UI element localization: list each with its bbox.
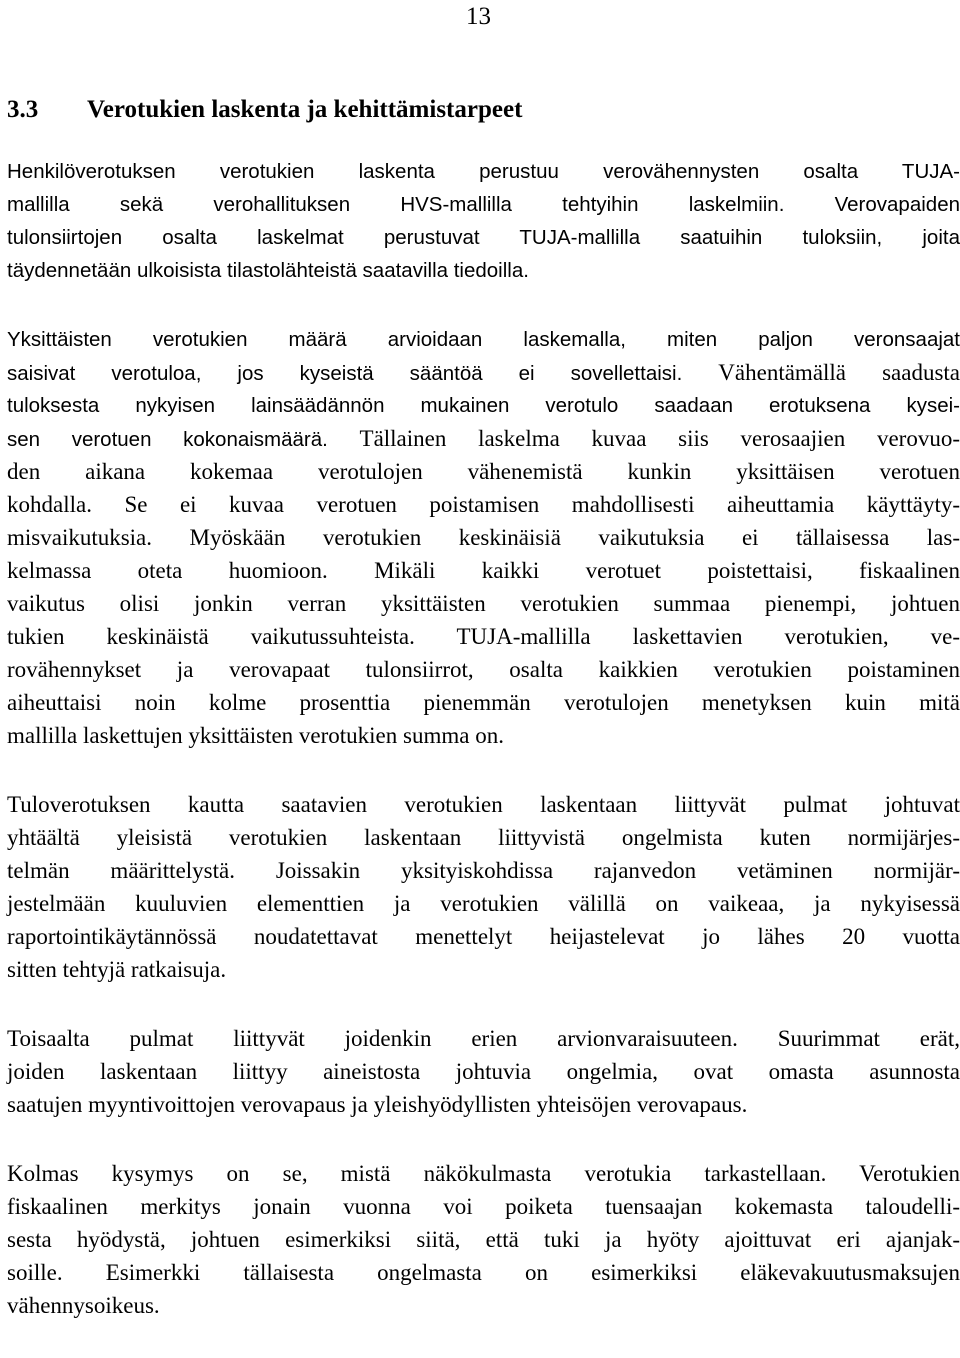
text-line: misvaikutuksia. Myöskään verotukien keskinäisiä vaikutuksia ei tällaisessa las- [7,525,960,550]
text-line: rovähennykset ja verovapaat tulonsiirrot, osalta kaikkien verotukien poistaminen [7,657,960,682]
text-line: täydennetään ulkoisista tilastolähteistä saatavilla tiedoilla. [7,259,529,282]
text-segment: Vähentämällä saadusta [718,360,960,385]
paragraph [7,323,960,752]
text-line: tukien keskinäistä vaikutussuhteista. TUJA-mallilla laskettavien verotukien, ve- [7,624,960,649]
text-segment: saisivat verotuloa, jos kyseistä sääntöä ei sovellettaisi. [7,362,683,385]
paragraph [7,1022,960,1121]
text-line: jestelmään kuuluvien elementtien ja verotukien välillä on vaikeaa, ja nykyisessä [7,891,960,916]
text-line: mallilla laskettujen yksittäisten verotukien summa on. [7,723,504,748]
text-line: sesta hyödystä, johtuen esimerkiksi siitä, että tuki ja hyöty ajoittuvat eri ajanjak- [7,1227,960,1252]
paragraph [7,155,960,287]
text-line: tulonsiirtojen osalta laskelmat perustuvat TUJA-mallilla saatuihin tuloksiin, joita [7,226,960,249]
text-line: saatujen myyntivoittojen verovapaus ja yleishyödyllisten yhteisöjen verovapaus. [7,1092,748,1117]
section-number: 3.3 [7,96,39,123]
text-line: aiheuttaisi noin kolme prosenttia pienemmän verotulojen menetyksen kuin mitä [7,690,960,715]
text-line [7,422,960,455]
page-number: 13 [466,3,491,30]
text-line: tuloksesta nykyisen lainsäädännön mukainen verotulo saadaan erotuksena kysei- [7,394,960,417]
text-line: Tuloverotuksen kautta saatavien verotukien laskentaan liittyvät pulmat johtuvat [7,792,960,817]
text-line: kelmassa oteta huomioon. Mikäli kaikki verotuet poistettaisi, fiskaalinen [7,558,960,583]
body-text [7,155,960,1358]
text-line: vaikutus olisi jonkin verran yksittäisten verotukien summaa pienempi, johtuen [7,591,960,616]
text-line: vähennysoikeus. [7,1293,160,1318]
text-line: Yksittäisten verotukien määrä arvioidaan laskemalla, miten paljon veronsaajat [7,328,960,351]
paragraph [7,788,960,986]
text-line [7,356,960,389]
section-title: Verotukien laskenta ja kehittämistarpeet [87,96,523,123]
paragraph [7,1157,960,1322]
text-line: mallilla sekä verohallituksen HVS-mallilla tehtyihin laskelmiin. Verovapaiden [7,193,960,216]
text-line: Kolmas kysymys on se, mistä näkökulmasta verotukia tarkastellaan. Verotukien [7,1161,960,1186]
text-line: yhtäältä yleisistä verotukien laskentaan liittyvistä ongelmista kuten normijärjes- [7,825,960,850]
text-line: den aikana kokemaa verotulojen vähenemistä kunkin yksittäisen verotuen [7,459,960,484]
text-segment: sen verotuen kokonaismäärä. [7,428,328,451]
text-line: kohdalla. Se ei kuvaa verotuen poistamisen mahdollisesti aiheuttamia käyttäyty- [7,492,960,517]
text-line: fiskaalinen merkitys jonain vuonna voi poiketa tuensaajan kokemasta taloudelli- [7,1194,960,1219]
text-line: raportointikäytännössä noudatettavat menettelyt heijastelevat jo lähes 20 vuotta [7,924,960,949]
text-line: telmän määrittelystä. Joissakin yksityiskohdissa rajanvedon vetäminen normijär- [7,858,960,883]
text-line: Henkilöverotuksen verotukien laskenta perustuu verovähennysten osalta TUJA- [7,160,960,183]
text-segment: Tällainen laskelma kuvaa siis verosaajien verovuo- [359,426,960,451]
text-line: Toisaalta pulmat liittyvät joidenkin erien arvionvaraisuuteen. Suurimmat erät, [7,1026,960,1051]
text-line: soille. Esimerkki tällaisesta ongelmasta on esimerkiksi eläkevakuutusmaksujen [7,1260,960,1285]
text-line: sitten tehtyjä ratkaisuja. [7,957,227,982]
text-line: joiden laskentaan liittyy aineistosta johtuvia ongelmia, ovat omasta asunnosta [7,1059,960,1084]
section-heading [7,93,522,127]
